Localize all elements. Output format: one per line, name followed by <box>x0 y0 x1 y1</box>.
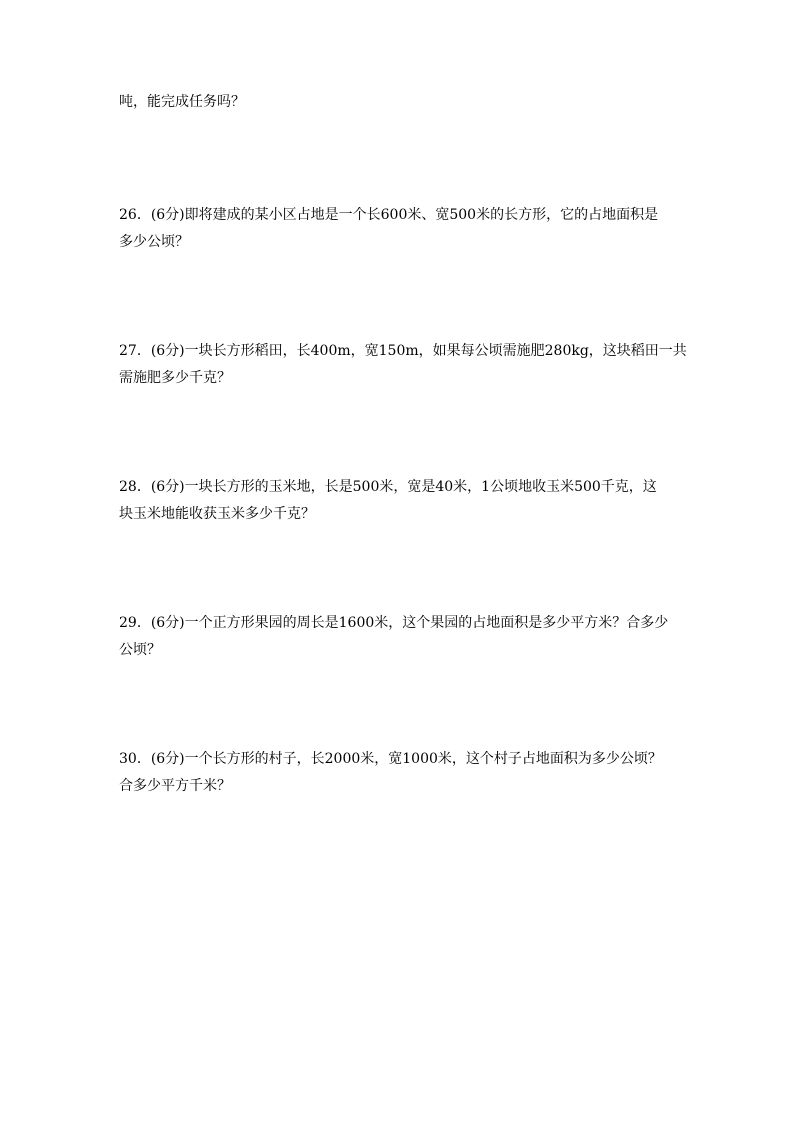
question-26-line-2: 多少公顷？ <box>119 234 189 250</box>
question-27-line-2: 需施肥多少千克？ <box>119 370 231 386</box>
question-29-line-2: 公顷？ <box>119 642 161 658</box>
question-29-line-1: 29．(6分)一个正方形果园的周长是1600米，这个果园的占地面积是多少平方米？合多少 <box>119 615 669 631</box>
question-28-line-2: 块玉米地能收获玉米多少千克？ <box>119 506 315 522</box>
continuation-line: 吨，能完成任务吗？ <box>119 94 245 110</box>
question-26-line-1: 26．(6分)即将建成的某小区占地是一个长600米、宽500米的长方形，它的占地面积是 <box>119 207 659 223</box>
question-30-line-1: 30．(6分)一个长方形的村子，长2000米，宽1000米，这个村子占地面积为多少公顷？ <box>119 751 662 767</box>
question-27-line-1: 27．(6分)一块长方形稻田，长400m，宽150m，如果每公顷需施肥280kg，这块稻田一共 <box>119 343 687 359</box>
question-28-line-1: 28．(6分)一块长方形的玉米地，长是500米，宽是40米，1公顷地收玉米500千克，这 <box>119 479 657 495</box>
question-30-line-2: 合多少平方千米？ <box>119 778 231 794</box>
